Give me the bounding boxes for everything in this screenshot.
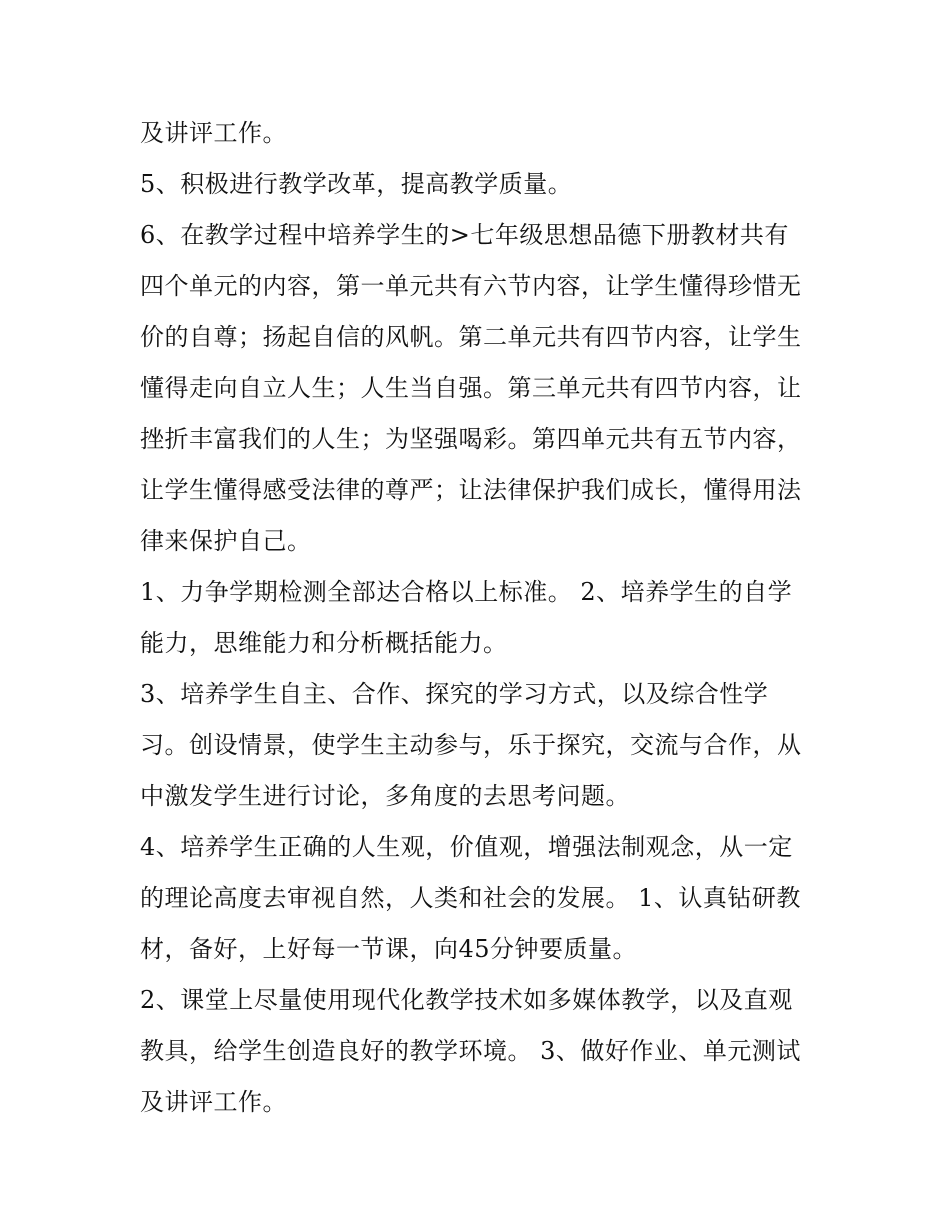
text-line: 1、力争学期检测全部达合格以上标准。 2、培养学生的自学	[140, 578, 793, 606]
text-line: 4、培养学生正确的人生观，价值观，增强法制观念，从一定	[140, 833, 793, 861]
text-line: 材，备好，上好每一节课，向45分钟要质量。	[140, 935, 638, 963]
text-line: 四个单元的内容，第一单元共有六节内容，让学生懂得珍惜无	[140, 272, 802, 300]
text-line: 懂得走向自立人生；人生当自强。第三单元共有四节内容，让	[140, 374, 802, 402]
text-line: 律来保护自己。	[140, 527, 312, 555]
text-line: 能力，思维能力和分析概括能力。	[140, 629, 508, 657]
text-line: 价的自尊；扬起自信的风帆。第二单元共有四节内容，让学生	[140, 323, 802, 351]
text-line: 6、在教学过程中培养学生的>七年级思想品德下册教材共有	[140, 221, 789, 249]
document-body	[140, 108, 820, 1128]
text-line: 及讲评工作。	[140, 119, 287, 147]
text-line: 2、课堂上尽量使用现代化教学技术如多媒体教学，以及直观	[140, 986, 793, 1014]
text-line: 中激发学生进行讨论，多角度的去思考问题。	[140, 782, 630, 810]
text-line: 及讲评工作。	[140, 1088, 287, 1116]
text-line: 5、积极进行教学改革，提高教学质量。	[140, 170, 573, 198]
text-line: 的理论高度去审视自然，人类和社会的发展。 1、认真钻研教	[140, 884, 801, 912]
text-line: 3、培养学生自主、合作、探究的学习方式，以及综合性学	[140, 680, 769, 708]
text-line: 挫折丰富我们的人生；为坚强喝彩。第四单元共有五节内容，	[140, 425, 802, 453]
text-line: 习。创设情景，使学生主动参与，乐于探究，交流与合作，从	[140, 731, 802, 759]
text-line: 让学生懂得感受法律的尊严；让法律保护我们成长，懂得用法	[140, 476, 802, 504]
text-line: 教具，给学生创造良好的教学环境。 3、做好作业、单元测试	[140, 1037, 801, 1065]
